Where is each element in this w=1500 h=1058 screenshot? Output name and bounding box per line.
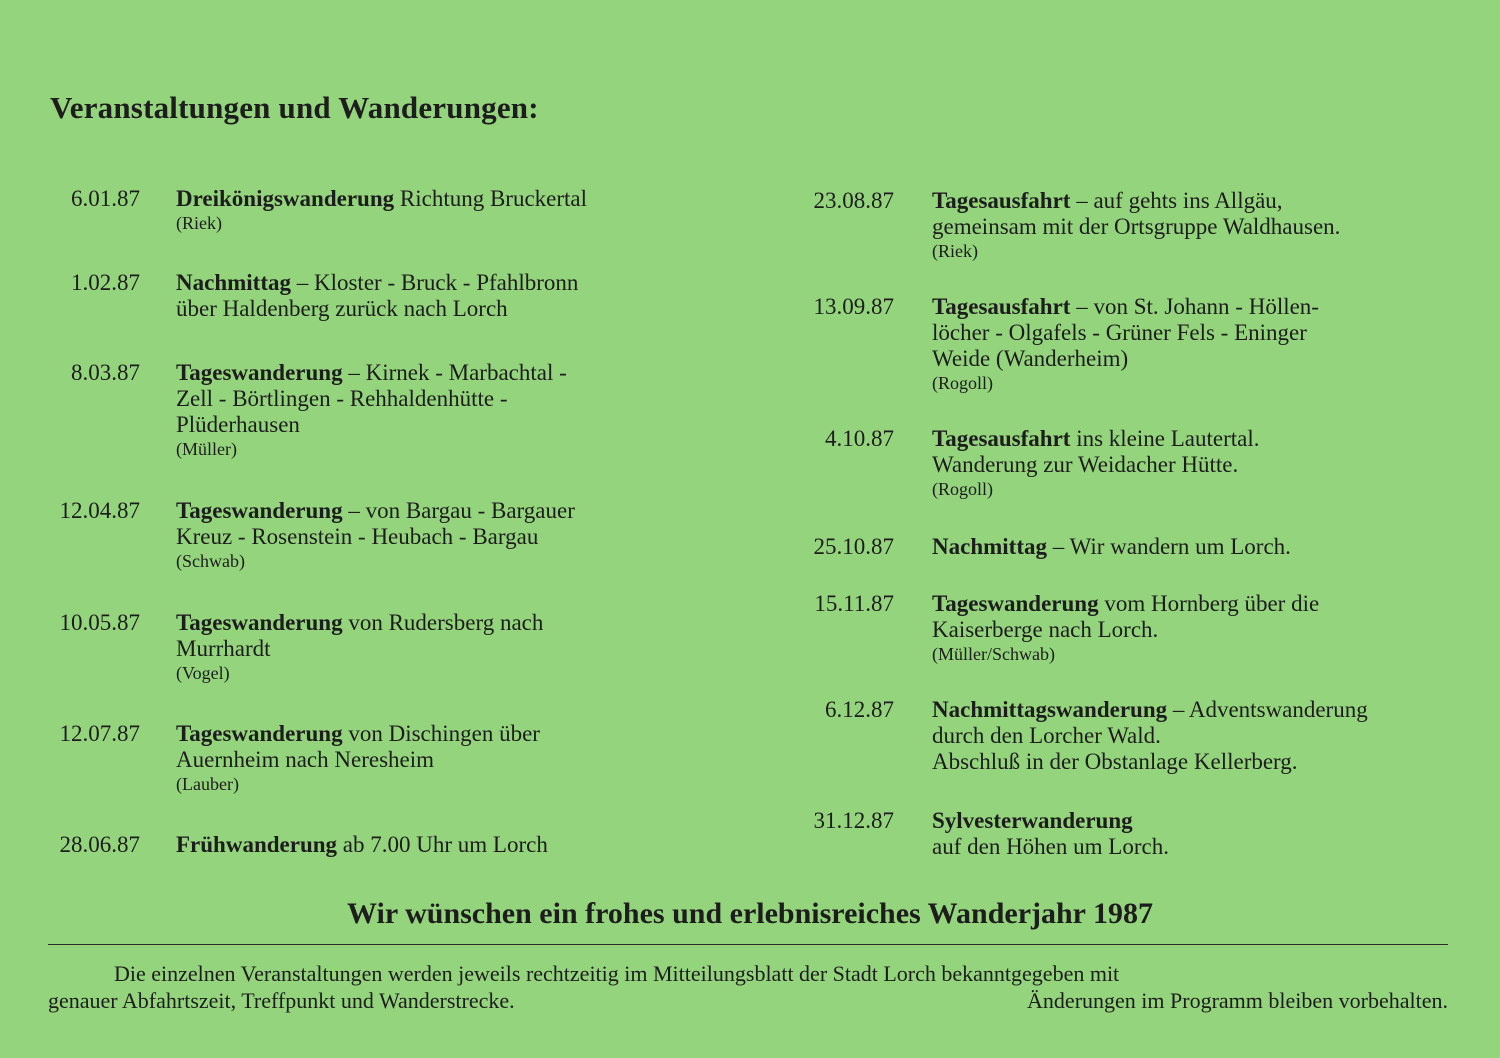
event-date: 28.06.87 bbox=[59, 832, 140, 857]
event-leader: (Rogoll) bbox=[932, 479, 993, 499]
page-title: Veranstaltungen und Wanderungen: bbox=[50, 90, 539, 125]
event-text bbox=[932, 294, 1472, 394]
event-date: 8.03.87 bbox=[71, 360, 140, 385]
event-text bbox=[932, 808, 1472, 860]
event-line: von Rudersberg nach bbox=[342, 610, 544, 635]
footnote-line: Die einzelnen Veranstaltungen werden jeweils rechtzeitig im Mitteilungsblatt der Stadt Lorch bekanntgegeben mit bbox=[114, 961, 1120, 986]
event-date: 12.07.87 bbox=[59, 721, 140, 746]
event-date: 15.11.87 bbox=[814, 591, 894, 616]
event-line: gemeinsam mit der Ortsgruppe Waldhausen. bbox=[932, 214, 1341, 239]
event-line: – auf gehts ins Allgäu, bbox=[1070, 188, 1283, 213]
event-leader: (Lauber) bbox=[176, 774, 239, 794]
event-title: Tageswanderung bbox=[932, 591, 1099, 616]
event-line: – Kirnek - Marbachtal - bbox=[342, 360, 567, 385]
footnote-left: genauer Abfahrtszeit, Treffpunkt und Wanderstrecke. bbox=[48, 988, 515, 1013]
event-title: Tageswanderung bbox=[176, 498, 343, 523]
event-line: – von St. Johann - Höllen- bbox=[1070, 294, 1319, 319]
event-title: Tageswanderung bbox=[176, 610, 343, 635]
event-title: Tageswanderung bbox=[176, 721, 343, 746]
event-line: – Kloster - Bruck - Pfahlbronn bbox=[290, 270, 579, 295]
event-title: Nachmittag bbox=[932, 534, 1047, 559]
event-line: Weide (Wanderheim) bbox=[932, 346, 1129, 371]
event-line: von Dischingen über bbox=[342, 721, 540, 746]
event-line: ab 7.00 Uhr um Lorch bbox=[337, 832, 548, 857]
event-text bbox=[176, 832, 696, 858]
event-title: Nachmittag bbox=[176, 270, 291, 295]
divider-rule bbox=[48, 944, 1448, 945]
event-title: Frühwanderung bbox=[176, 832, 338, 857]
event-title: Tageswanderung bbox=[176, 360, 343, 385]
event-date: 12.04.87 bbox=[59, 498, 140, 523]
event-date: 31.12.87 bbox=[813, 808, 894, 833]
event-line: Abschluß in der Obstanlage Kellerberg. bbox=[932, 749, 1298, 774]
event-line: Richtung Bruckertal bbox=[394, 186, 588, 211]
event-leader: (Müller/Schwab) bbox=[932, 644, 1055, 664]
event-text bbox=[176, 360, 696, 460]
event-text bbox=[176, 721, 696, 795]
footnote-right: Änderungen im Programm bleiben vorbehalten. bbox=[1027, 988, 1448, 1013]
event-leader: (Rogoll) bbox=[932, 373, 993, 393]
event-leader: (Riek) bbox=[176, 213, 222, 233]
event-text bbox=[932, 534, 1472, 560]
event-leader: (Müller) bbox=[176, 439, 237, 459]
event-date: 4.10.87 bbox=[825, 426, 894, 451]
event-line: Zell - Börtlingen - Rehhaldenhütte - bbox=[176, 386, 508, 411]
event-leader: (Riek) bbox=[932, 241, 978, 261]
event-line: löcher - Olgafels - Grüner Fels - Eninger bbox=[932, 320, 1307, 345]
event-text bbox=[176, 498, 696, 572]
event-line: vom Hornberg über die bbox=[1098, 591, 1320, 616]
event-date: 6.01.87 bbox=[71, 186, 140, 211]
event-line: – Adventswanderung bbox=[1167, 697, 1368, 722]
event-date: 25.10.87 bbox=[813, 534, 894, 559]
event-text bbox=[932, 591, 1472, 665]
event-title: Tagesausfahrt bbox=[932, 426, 1071, 451]
event-text bbox=[932, 697, 1472, 775]
event-line: – von Bargau - Bargauer bbox=[342, 498, 575, 523]
footnote bbox=[48, 960, 1448, 1014]
event-leader: (Schwab) bbox=[176, 551, 245, 571]
event-line: auf den Höhen um Lorch. bbox=[932, 834, 1169, 859]
event-line: – Wir wandern um Lorch. bbox=[1046, 534, 1291, 559]
event-text bbox=[176, 610, 696, 684]
event-line: Murrhardt bbox=[176, 636, 271, 661]
event-date: 13.09.87 bbox=[813, 294, 894, 319]
event-date: 1.02.87 bbox=[71, 270, 140, 295]
event-date: 10.05.87 bbox=[59, 610, 140, 635]
footnote-row bbox=[48, 987, 1448, 1014]
event-text bbox=[176, 270, 696, 322]
event-line: Kaiserberge nach Lorch. bbox=[932, 617, 1159, 642]
event-leader: (Vogel) bbox=[176, 663, 230, 683]
event-title: Tagesausfahrt bbox=[932, 188, 1071, 213]
event-title: Nachmittagswanderung bbox=[932, 697, 1168, 722]
event-line: über Haldenberg zurück nach Lorch bbox=[176, 296, 508, 321]
event-line: durch den Lorcher Wald. bbox=[932, 723, 1161, 748]
event-line: ins kleine Lautertal. bbox=[1070, 426, 1260, 451]
event-text bbox=[932, 188, 1472, 262]
closing-wish: Wir wünschen ein frohes und erlebnisreiches Wanderjahr 1987 bbox=[347, 897, 1153, 930]
event-text bbox=[176, 186, 696, 234]
event-line: Wanderung zur Weidacher Hütte. bbox=[932, 452, 1239, 477]
event-title: Sylvesterwanderung bbox=[932, 808, 1133, 833]
event-title: Dreikönigswanderung bbox=[176, 186, 395, 211]
event-text bbox=[932, 426, 1472, 500]
event-line: Auernheim nach Neresheim bbox=[176, 747, 435, 772]
event-line: Plüderhausen bbox=[176, 412, 300, 437]
event-title: Tagesausfahrt bbox=[932, 294, 1071, 319]
event-date: 23.08.87 bbox=[813, 188, 894, 213]
event-date: 6.12.87 bbox=[825, 697, 894, 722]
event-line: Kreuz - Rosenstein - Heubach - Bargau bbox=[176, 524, 539, 549]
